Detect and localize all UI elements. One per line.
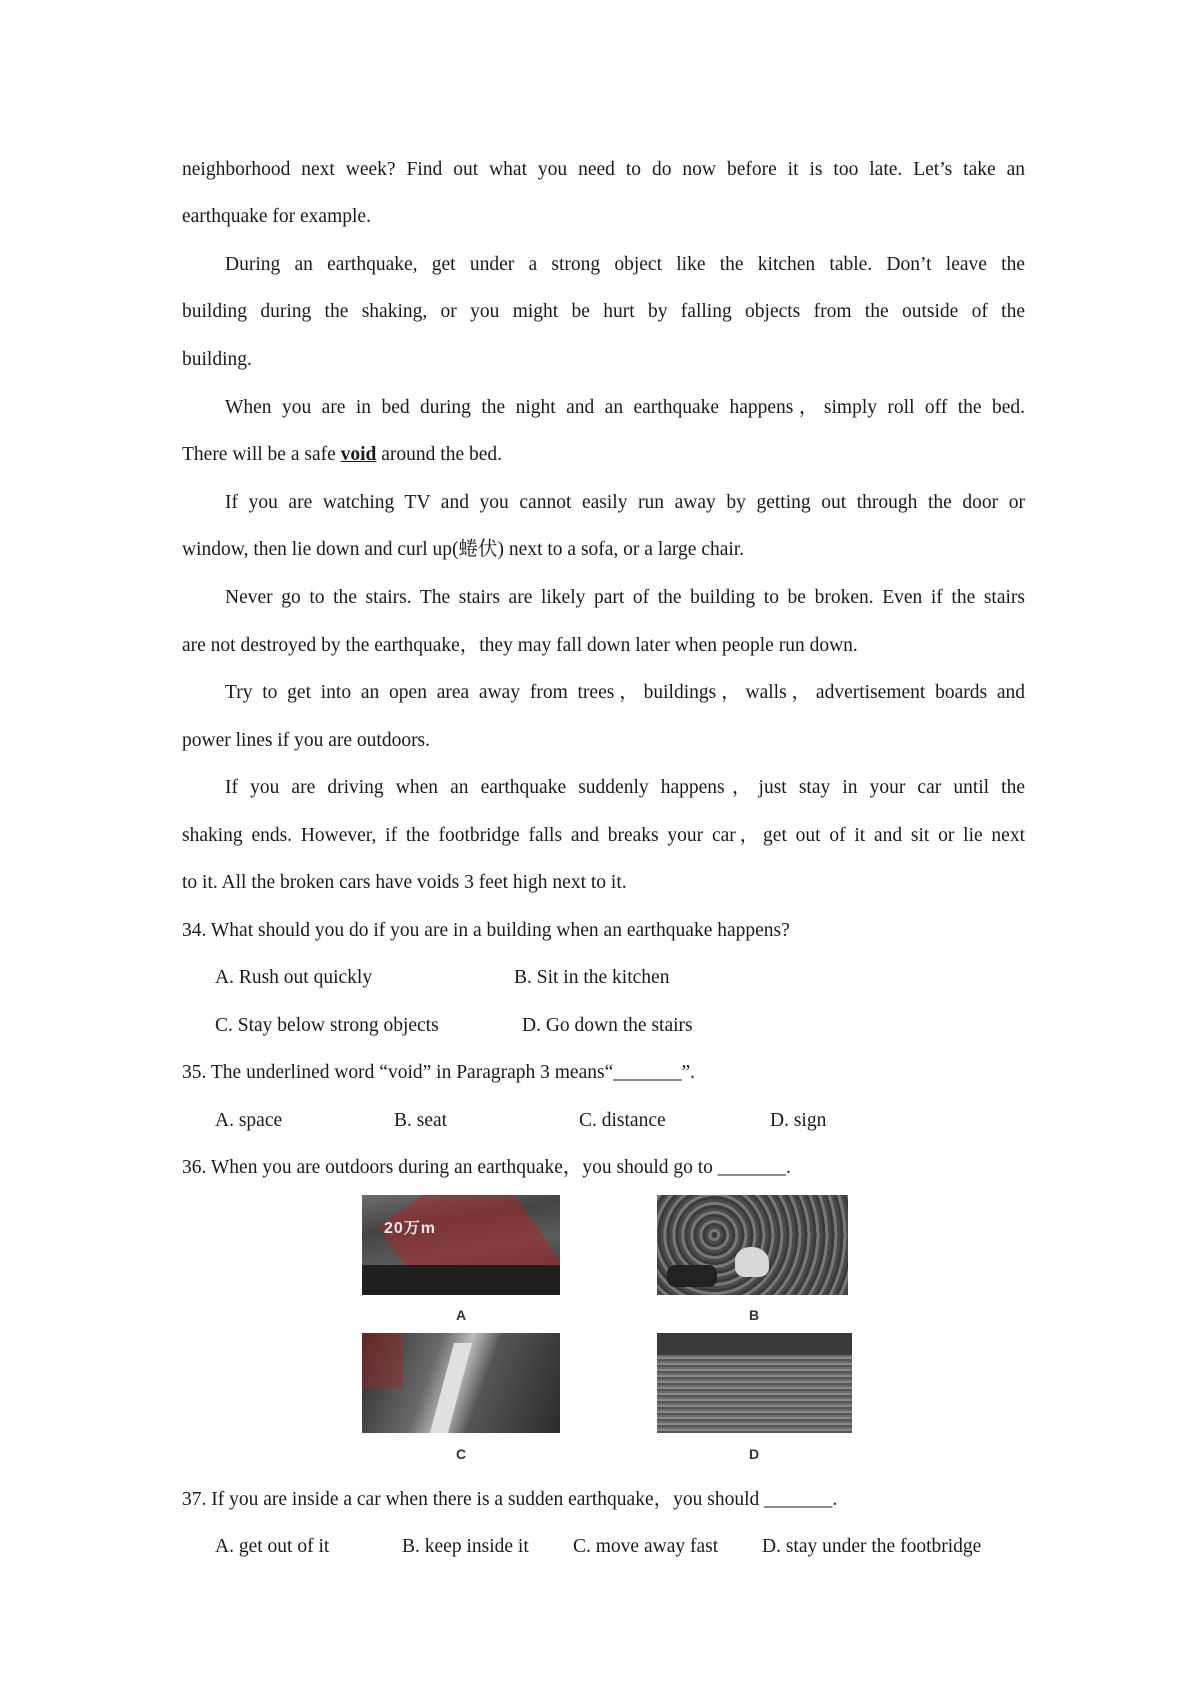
question-34-stem: 34. What should you do if you are in a building when an earthquake happens? <box>182 920 790 941</box>
q34-option-d: D. Go down the stairs <box>522 1015 693 1036</box>
q37-option-d: D. stay under the footbridge <box>762 1536 982 1557</box>
paragraph-5-line: power lines if you are outdoors. <box>182 730 431 751</box>
picture-label-c: C <box>456 1446 467 1462</box>
paragraph-2-line: When you are in bed during the night and an earthquake happens，simply roll off the bed. <box>225 397 1025 418</box>
paragraph-1-line: During an earthquake, get under a strong object like the kitchen table. Don’t leave the <box>225 254 1025 275</box>
paragraph-4-line: Never go to the stairs. The stairs are likely part of the building to be broken. Even if the stairs <box>225 587 1025 608</box>
paragraph-4-line: are not destroyed by the earthquake，they may fall down later when people run down. <box>182 635 858 656</box>
q35-option-c: C. distance <box>579 1110 666 1131</box>
paragraph-3-line: window, then lie down and curl up(蜷伏) next to a sofa, or a large chair. <box>182 539 745 560</box>
q34-option-a: A. Rush out quickly <box>215 967 373 988</box>
red-tint-overlay <box>362 1333 402 1388</box>
q37-option-c: C. move away fast <box>573 1536 719 1557</box>
sky-band <box>657 1333 852 1355</box>
billboard-text: 20万m <box>384 1220 437 1237</box>
picture-label-b: B <box>749 1307 760 1323</box>
car-shape <box>667 1265 717 1287</box>
paragraph-1-line: building during the shaking, or you might be hurt by falling objects from the outside of the <box>182 301 1025 322</box>
text-segment: There will be a safe <box>182 444 341 465</box>
q35-option-b: B. seat <box>394 1110 448 1131</box>
q37-option-a: A. get out of it <box>215 1536 330 1557</box>
paragraph-6-line: to it. All the broken cars have voids 3 feet high next to it. <box>182 872 627 893</box>
billboard-photo <box>362 1195 560 1295</box>
text-segment: around the bed. <box>376 444 503 465</box>
rock-shape <box>735 1247 769 1277</box>
paragraph-5-line: Try to get into an open area away from trees，buildings，walls，advertisement boards and <box>225 682 1025 703</box>
passage-line: neighborhood next week? Find out what you need to do now before it is too late. Let’s take an <box>182 159 1025 180</box>
question-35-stem: 35. The underlined word “void” in Paragraph 3 means“_______”. <box>182 1062 695 1083</box>
picture-label-d: D <box>749 1446 760 1462</box>
q34-option-b: B. Sit in the kitchen <box>514 967 670 988</box>
q35-option-a: A. space <box>215 1110 283 1131</box>
passage-line: earthquake for example. <box>182 206 371 227</box>
picture-label-a: A <box>456 1307 467 1323</box>
q37-option-b: B. keep inside it <box>402 1536 529 1557</box>
q34-option-c: C. Stay below strong objects <box>215 1015 439 1036</box>
question-37-stem: 37. If you are inside a car when there is a sudden earthquake，you should _______. <box>182 1489 838 1510</box>
broken-buildings-photo <box>362 1333 560 1433</box>
paragraph-6-line: shaking ends. However, if the footbridge falls and breaks your car，get out of it and sit or lie next <box>182 825 1025 846</box>
broken-column-shape <box>430 1343 472 1433</box>
trees-photo <box>657 1195 848 1295</box>
paragraph-2-line <box>182 442 1025 468</box>
paragraph-1-line: building. <box>182 349 252 370</box>
paragraph-6-line: If you are driving when an earthquake suddenly happens，just stay in your car until the <box>225 777 1025 798</box>
q35-option-d: D. sign <box>770 1110 827 1131</box>
paragraph-3-line: If you are watching TV and you cannot easily run away by getting out through the door or <box>225 492 1025 513</box>
underlined-word-void: void <box>340 444 377 465</box>
question-36-stem: 36. When you are outdoors during an earthquake，you should go to _______. <box>182 1157 791 1178</box>
open-field-photo <box>657 1333 852 1433</box>
ground-shadow <box>362 1265 560 1295</box>
